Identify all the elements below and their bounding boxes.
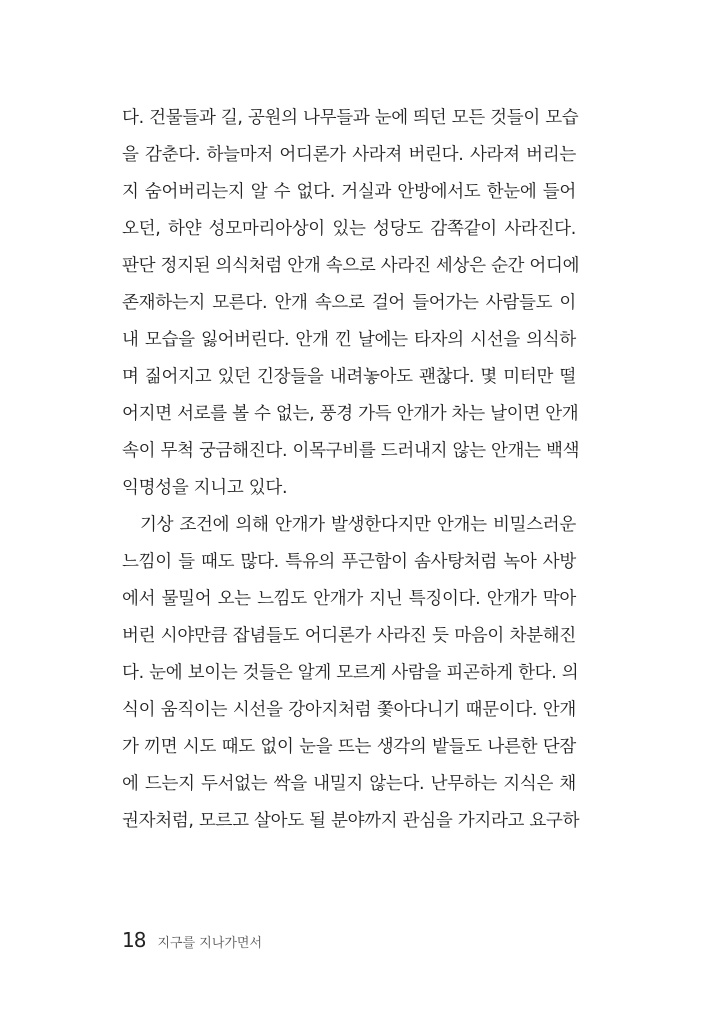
text-line: 버린 시야만큼 잡념들도 어디론가 사라진 듯 마음이 차분해진 (122, 626, 576, 646)
text-line: 며 짊어지고 있던 긴장들을 내려놓아도 괜찮다. 몇 미터만 떨 (122, 367, 576, 387)
text-line: 익명성을 지니고 있다. (122, 478, 288, 498)
text-line: 내 모습을 잃어버린다. 안개 낀 날에는 타자의 시선을 의식하 (122, 330, 576, 350)
text-line: 권자처럼, 모르고 살아도 될 분야까지 관심을 가지라고 요구하 (122, 811, 580, 831)
text-line: 가 끼면 시도 때도 없이 눈을 뜨는 생각의 밭들도 나른한 단잠 (122, 737, 576, 757)
text-line: 지 숨어버리는지 알 수 없다. 거실과 안방에서도 한눈에 들어 (122, 182, 576, 202)
text-line: 을 감춘다. 하늘마저 어디론가 사라져 버린다. 사라져 버리는 (122, 145, 576, 165)
text-line: 에 드는지 두서없는 싹을 내밀지 않는다. 난무하는 지식은 채 (122, 774, 576, 794)
text-line: 어지면 서로를 볼 수 없는, 풍경 가득 안개가 차는 날이면 안개 (122, 404, 579, 424)
text-line: 존재하는지 모른다. 안개 속으로 걸어 들어가는 사람들도 이 (122, 293, 576, 313)
text-line: 오던, 하얀 성모마리아상이 있는 성당도 감쪽같이 사라진다. (122, 219, 576, 239)
text-line: 느낌이 들 때도 많다. 특유의 푸근함이 솜사탕처럼 녹아 사방 (122, 552, 576, 572)
text-line: 에서 물밀어 오는 느낌도 안개가 지닌 특징이다. 안개가 막아 (122, 589, 576, 609)
book-title: 지구를 지나가면서 (157, 936, 263, 951)
text-line: 식이 움직이는 시선을 강아지처럼 쫓아다니기 때문이다. 안개 (122, 700, 576, 720)
text-line: 다. 건물들과 길, 공원의 나무들과 눈에 띄던 모든 것들이 모습 (122, 108, 579, 128)
text-line: 속이 무척 궁금해진다. 이목구비를 드러내지 않는 안개는 백색 (122, 441, 580, 461)
text-line: 기상 조건에 의해 안개가 발생한다지만 안개는 비밀스러운 (140, 515, 576, 535)
text-line: 판단 정지된 의식처럼 안개 속으로 사라진 세상은 순간 어디에 (122, 256, 580, 276)
page-footer (122, 928, 262, 952)
text-line: 다. 눈에 보이는 것들은 알게 모르게 사람을 피곤하게 한다. 의 (122, 663, 579, 683)
page-number: 18 (122, 928, 146, 952)
body-text (122, 100, 580, 840)
